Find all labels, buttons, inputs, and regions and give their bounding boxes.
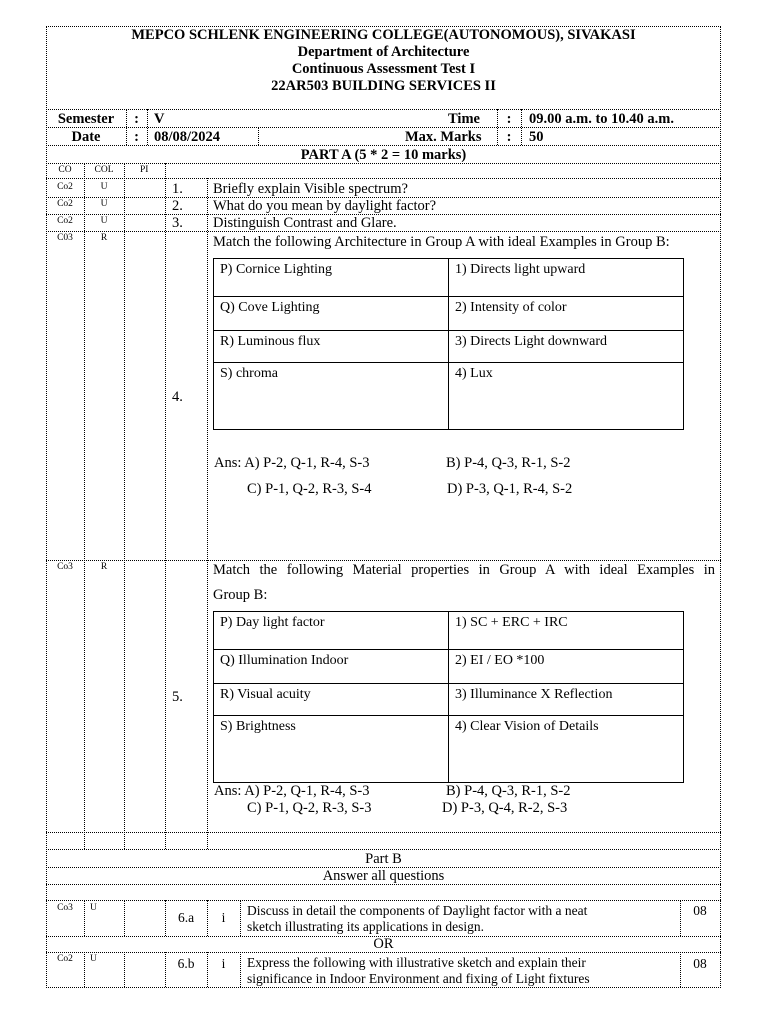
semester-colon: : [134,111,139,127]
q6b-sub: i [221,956,226,971]
q4-row3-a: R) Luminous flux [214,330,448,362]
q5-row4-a: S) Brightness [214,715,448,782]
grid-line-end [46,849,721,850]
q1-text: Briefly explain Visible spectrum? [213,181,408,197]
q4-row3-b: 3) Directs Light downward [448,330,683,362]
q4-row2-a: Q) Cove Lighting [214,296,448,330]
q4-row4-a: S) chroma [214,362,448,429]
col-header-col: COL [94,165,114,175]
grid-line-q4 [46,560,721,561]
q6a-col-1 [84,900,85,936]
q4-number: 4. [172,389,183,405]
grid-col-3 [165,163,166,849]
q5-answer-d: D) P-3, Q-4, R-2, S-3 [442,800,568,816]
part-b-subtitle-divider [46,884,721,885]
q6a-col-2 [124,900,125,936]
q5-row4-b: 4) Clear Vision of Details [448,715,683,782]
q2-col: U [100,199,108,209]
department-name: Department of Architecture [297,44,470,60]
q5-text-line2: Group B: [213,587,268,603]
q5-answer-b: B) P-4, Q-3, R-1, S-2 [446,783,571,799]
q1-co: Co2 [57,182,73,192]
q4-row4-b: 4) Lux [448,362,683,429]
q3-co: Co2 [57,216,73,226]
col-header-pi: PI [140,165,149,175]
semester-value: V [154,111,165,127]
college-name: MEPCO SCHLENK ENGINEERING COLLEGE(AUTONOMOUS), SIVAKASI [131,27,636,43]
q6a-marks: 08 [693,903,707,918]
q6a-co: Co3 [57,903,73,913]
info-sep-3 [258,127,259,145]
marks-value: 50 [529,129,544,145]
q5-number: 5. [172,689,183,705]
q6b-number: 6.b [177,956,195,971]
q3-col: U [100,216,108,226]
col-header-co: CO [58,165,72,175]
grid-col-1 [84,163,85,849]
q5-row2-b: 2) EI / EO *100 [448,649,683,683]
q5-match-table [213,611,684,783]
q2-text: What do you mean by daylight factor? [213,198,437,214]
q4-answer-c: C) P-1, Q-2, R-3, S-4 [247,481,372,497]
course-name: 22AR503 BUILDING SERVICES II [271,78,496,94]
q5-row3-a: R) Visual acuity [214,683,448,715]
q6b-col-5 [240,952,241,987]
q4-col: R [100,233,108,243]
info-sep-2 [147,109,148,145]
part-a-title-divider [46,163,721,164]
q4-match-table [213,258,684,430]
date-colon: : [134,129,139,145]
q6b-col-1 [84,952,85,987]
part-a-title: PART A (5 * 2 = 10 marks) [300,147,467,163]
grid-col-2 [124,163,125,849]
info-bottom [46,145,721,146]
q4-answer-a: Ans: A) P-2, Q-1, R-4, S-3 [214,455,370,471]
q6b-co: Co2 [57,954,73,964]
q5-answer-c: C) P-1, Q-2, R-3, S-3 [247,800,372,816]
q5-text-line1: Match the following Material properties in Group A with ideal Examples in [213,562,715,578]
grid-line-q3 [46,231,721,232]
q5-row3-b: 3) Illuminance X Reflection [448,683,683,715]
q3-text: Distinguish Contrast and Glare. [213,215,397,231]
q4-text: Match the following Architecture in Group A with ideal Examples in Group B: [213,234,670,250]
q4-row2-b: 2) Intensity of color [448,296,683,330]
frame-right [720,26,721,988]
time-label: Time [448,111,480,127]
q6b-col: U [90,954,97,964]
q5-answer-a: Ans: A) P-2, Q-1, R-4, S-3 [214,783,370,799]
part-b-subtitle: Answer all questions [322,868,445,884]
q5-row2-a: Q) Illumination Indoor [214,649,448,683]
date-label: Date [71,129,101,145]
time-value: 09.00 a.m. to 10.40 a.m. [529,111,674,127]
q1-col: U [100,182,108,192]
q3-number: 3. [172,215,183,231]
q6b-line2: significance in Indoor Environment and fixing of Light fixtures [247,971,590,986]
q5-col: R [100,562,108,572]
q6a-number: 6.a [177,910,195,925]
grid-line-q5 [46,832,721,833]
q2-number: 2. [172,198,183,214]
q4-row1-a: P) Cornice Lighting [220,262,332,277]
q6b-marks: 08 [693,956,707,971]
part-b-gap-divider [46,900,721,901]
q6a-line2: sketch illustrating its applications in design. [247,919,484,934]
q5-row1-a: P) Day light factor [220,615,325,630]
q4-co: C03 [57,233,73,243]
marks-label: Max. Marks [405,129,482,145]
test-name: Continuous Assessment Test I [291,61,476,77]
q6b-line1: Express the following with illustrative sketch and explain their [247,955,586,970]
marks-colon: : [506,129,512,145]
frame-bottom [46,987,721,988]
q5-co: Co3 [57,562,73,572]
grid-line-header [46,178,721,179]
or-bottom [46,952,721,953]
q5-row1-b: 1) SC + ERC + IRC [448,612,683,649]
semester-label: Semester [57,111,115,127]
date-value: 08/08/2024 [154,129,221,145]
q6a-col: U [90,903,97,913]
q4-answer-d: D) P-3, Q-1, R-4, S-2 [447,481,573,497]
or-text: OR [373,936,394,952]
q6a-line1: Discuss in detail the components of Daylight factor with a neat [247,903,588,918]
q6a-col-5 [240,900,241,936]
q1-number: 1. [172,181,183,197]
q6b-col-2 [124,952,125,987]
grid-col-4 [207,178,208,849]
time-colon: : [506,111,512,127]
q4-answer-b: B) P-4, Q-3, R-1, S-2 [446,455,571,471]
q2-co: Co2 [57,199,73,209]
part-b-title: Part B [365,851,402,867]
q6a-sub: i [221,910,226,925]
info-sep-5 [521,109,522,145]
q4-row1-b: 1) Directs light upward [448,259,683,296]
